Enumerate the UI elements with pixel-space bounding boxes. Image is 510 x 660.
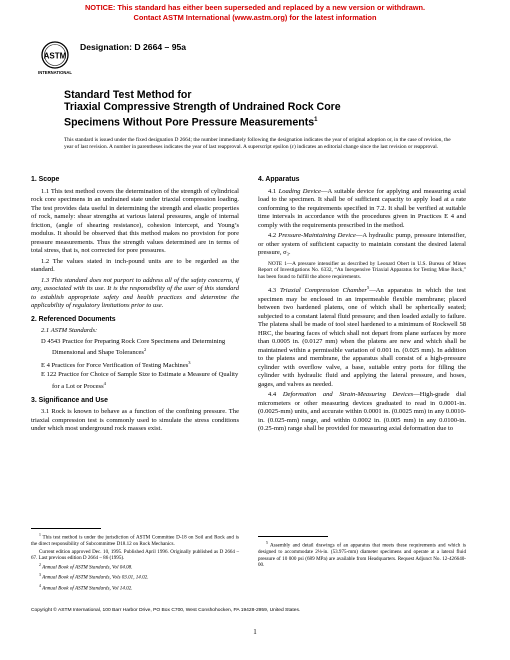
- section-4-heading: 4. Apparatus: [258, 176, 300, 183]
- paragraph-3-1: 3.1 Rock is known to behave as a function of the confining pressure. The triaxial compression test is commonly used to simulate the stress conditions under which most underground rock masses exist.: [31, 408, 239, 433]
- reference-item: E 4 Practices for Force Verification of Testing Machines$^3$: [41, 359, 191, 369]
- footnote-divider: [258, 536, 328, 537]
- reference-item: D 4543 Practice for Preparing Rock Core Specimens and Determining Dimensional and Shape Tolerances$^2$: [41, 337, 226, 357]
- title-line-1: Standard Test Method for: [64, 89, 192, 101]
- footnotes-left: [31, 528, 239, 593]
- logo-caption: INTERNATIONAL: [38, 70, 72, 75]
- footnote: $^3$ Annual Book of ASTM Standards, Vols 03.01, 14.02.: [39, 573, 149, 582]
- note-1: NOTE 1—A pressure intensifier as described by Leonard Obert in U.S. Bureau of Mines Report of Investigations No. 6332, “An Inexpensive Triaxial Apparatus for Testing Mine Rock,” has been found to fulfill the above requirements.: [258, 260, 466, 280]
- notice-line-2: Contact ASTM International (www.astm.org) for the latest information: [133, 12, 377, 22]
- astm-logo-icon: [40, 40, 70, 84]
- paragraph-1-1: 1.1 This test method covers the determination of the strength of cylindrical rock core specimens in an undrained state under triaxial compression loading. The test provides data useful in determining the strength and elastic properties of rock, namely: shear strengths at various lateral pressures, angle of internal friction, (angle of shearing resistance), cohesion intercept, and Young’s modulus. It should be observed that this method makes no provision for pore pressure measurements. Thus the strength values determined are in terms of total stress, that is, not corrected for pore pressures.: [31, 187, 239, 254]
- paragraph-2-1: 2.1 ASTM Standards:: [41, 327, 98, 334]
- section-2-heading: 2. Referenced Documents: [31, 315, 116, 323]
- withdrawn-notice: [0, 3, 510, 22]
- paragraph-4-2: 4.2 Pressure-Maintaining Device—A hydraulic pump, pressure intensifier, or other system of sufficient capacity to maintain constant the desired lateral pressure, σ₃.: [258, 232, 466, 256]
- svg-text:ASTM: ASTM: [43, 51, 67, 61]
- notice-line-1: NOTICE: This standard has either been superseded and replaced by a new version or withdrawn.: [84, 3, 426, 12]
- footnote: $^2$ Annual Book of ASTM Standards, Vol 04.08.: [39, 563, 133, 571]
- issuance-note: This standard is issued under the fixed designation D 2664; the number immediately following the designation indicates the year of original adoption or, in the case of revision, the year of last revision. A number in parentheses indicates the year of last reapproval. A superscript epsilon (ε) indicates an editorial change since the last revision or reapproval.: [64, 137, 451, 150]
- paragraph-1-2: 1.2 The values stated in inch-pound units are to be regarded as the standard.: [31, 257, 239, 273]
- footnote-divider: [31, 528, 101, 529]
- footnote: $^4$ Annual Book of ASTM Standards, Vol 14.02.: [39, 583, 133, 592]
- paragraph-4-4: 4.4 Deformation and Strain-Measuring Devices—High-grade dial micrometers or other measuring devices graduated to read in 0.0001-in. (0.0025-mm) units, and accurate within 0.0001 in. (0.0025 mm) in any 0.0010-in. (0.025-mm) range, and within 0.0002 in. (0.005 mm) in any 0.0100-in. (0.25-mm) range shall be provided for measuring axial deformation due to: [258, 391, 466, 433]
- title-line-3: Specimens Without Pore Pressure Measurements: [64, 116, 315, 129]
- reference-item: E 122 Practice for Choice of Sample Size to Estimate a Measure of Quality for a Lot or Process$^4$: [41, 371, 239, 391]
- section-3-heading: 3. Significance and Use: [31, 396, 108, 404]
- paragraph-4-3: 4.3 Triaxial Compression Chamber$^5$—An apparatus in which the test specimen may be enclosed in an impermeable flexible membrane; placed between two hardened platens, one of which shall be spherically seated; subjected to a constant lateral fluid pressure; and then loaded axially to failure. The platens shall be made of tool steel hardened to a minimum of Rockwell 58 HRC, the bearing faces of which shall not depart from plane surfaces by more than 0.0005 in. (0.0127 mm) when the platens are new and which shall be maintained within a permissible variation of 0.001 in. (0.025 mm). In addition to the platens and membrane, the apparatus shall consist of a high-pressure cylinder with overflow valve, a base, suitable entry ports for filling the cylinder with hydraulic fluid and applying the lateral pressure, and hoses, gages, and valves as needed.: [258, 285, 466, 388]
- paragraph-4-1: 4.1 Loading Device—A suitable device for applying and measuring axial load to the specimen. It shall be of sufficient capacity to apply load at a rate conforming to the requirements specified in 7.2. It shall be verified at suitable time intervals in accordance with the procedures given in Practices E 4 and comply with the requirements prescribed in the method.: [258, 187, 467, 229]
- footnote: $^1$ This test method is under the jurisdiction of ASTM Committee D-18 on Soil and Rock and is the direct responsibility of Subcommittee D18.12 on Rock Mechanics.: [31, 533, 239, 548]
- section-1-heading: 1. Scope: [31, 176, 60, 183]
- footnotes-right: [258, 536, 466, 569]
- right-column: [258, 176, 466, 436]
- footnote: $^5$ Assembly and detail drawings of an apparatus that meets these requirements and which is designed to accommodate 2⅛-in. (53.975-mm) diameter specimens and operate at a lateral fluid pressure of 10 000 psi (689 MPa) are available from Headquarters. Request Adjunct No. 12-426640-00.: [258, 541, 466, 568]
- designation: Designation: D 2664 – 95a: [80, 42, 187, 52]
- title-footnote-marker: 1: [314, 116, 318, 123]
- footnote: Current edition approved Dec. 10, 1995. Published April 1996. Originally published as D 2664 – 67. Last previous edition D 2664 – 86 (1995).: [31, 548, 239, 561]
- title-line-2: Triaxial Compressive Strength of Undrained Rock Core: [64, 101, 341, 114]
- left-column: [31, 176, 239, 436]
- document-title: [64, 89, 464, 129]
- paragraph-1-3: 1.3 This standard does not purport to address all of the safety concerns, if any, associated with its use. It is the responsibility of the user of this standard to establish appropriate safety and health practices and determine the applicability of regulatory limitations prior to use.: [31, 276, 239, 309]
- page-number: 1: [253, 628, 257, 636]
- copyright-line: Copyright © ASTM International, 100 Barr Harbor Drive, PO Box C700, West Conshohocken, PA 19428-2959, United States.: [31, 608, 301, 613]
